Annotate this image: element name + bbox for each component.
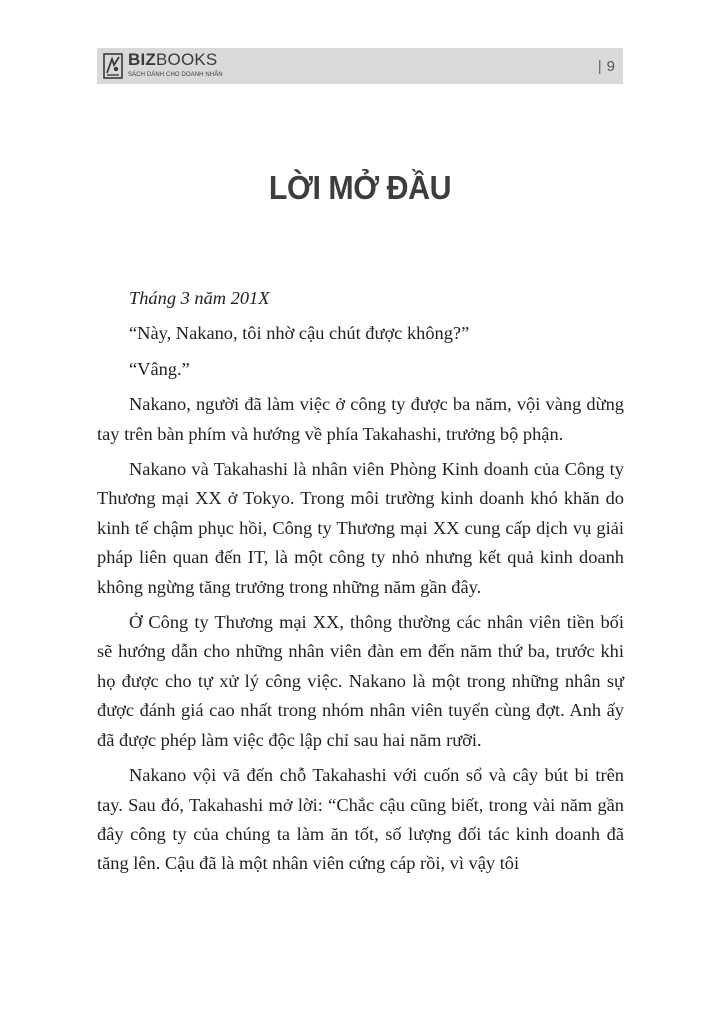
paragraph: Ở Công ty Thương mại XX, thông thường các nhân viên tiền bối sẽ hướng dẫn cho những nhân viên đàn em đến năm thứ ba, trước khi họ được cho tự xử lý công việc. Nakano là một trong những nhân sự được đánh giá cao nhất trong nhóm nhân viên tuyển cùng đợt. Anh ấy đã được phép làm việc độc lập chỉ sau hai năm rưỡi. [97, 612, 624, 750]
bizbooks-logo [103, 51, 243, 83]
paragraph: Nakano, người đã làm việc ở công ty được ba năm, vội vàng dừng tay trên bàn phím và hướng về phía Takahashi, trưởng bộ phận. [97, 394, 624, 444]
logo-tagline: SÁCH DÀNH CHO DOANH NHÂN [128, 72, 223, 78]
chapter-title: LỜI MỞ ĐẦU [268, 169, 452, 206]
dateline-paragraph: Tháng 3 năm 201X [129, 288, 270, 308]
bizbooks-logo-icon [103, 53, 123, 79]
page-number [598, 58, 615, 76]
logo-wordmark-bold: BIZ [128, 50, 156, 69]
page-number-value: 9 [606, 58, 615, 75]
paragraph: “Vâng.” [129, 358, 190, 379]
logo-wordmark [128, 49, 217, 71]
paragraph: Nakano vội vã đến chỗ Takahashi với cuốn sổ và cây bút bi trên tay. Sau đó, Takahashi mở lời: “Chắc cậu cũng biết, trong vài năm gần đây công ty của chúng ta làm ăn tốt, số lượng đối tác kinh doanh đã tăng lên. Cậu đã là một nhân viên cứng cáp rồi, vì vậy tôi [97, 765, 624, 874]
paragraph: Nakano và Takahashi là nhân viên Phòng Kinh doanh của Công ty Thương mại XX ở Tokyo. Trong môi trường kinh doanh khó khăn do kinh tế chậm phục hồi, Công ty Thương mại XX cung cấp dịch vụ giải pháp liên quan đến IT, là một công ty nhỏ nhưng kết quả kinh doanh không ngừng tăng trưởng trong những năm gần đây. [97, 459, 624, 597]
paragraph: “Này, Nakano, tôi nhờ cậu chút được không?” [129, 323, 470, 344]
page-number-separator: | [597, 58, 602, 75]
logo-wordmark-light: BOOKS [155, 50, 218, 69]
body-text [97, 284, 624, 885]
